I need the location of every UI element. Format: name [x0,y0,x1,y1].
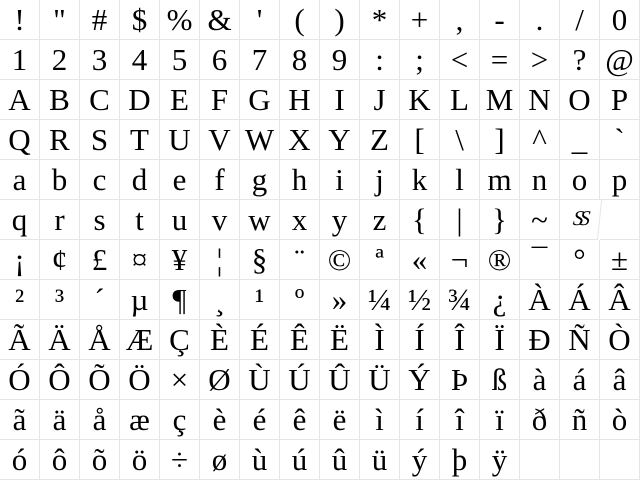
empty-glyph-cell [520,440,560,480]
glyph-cell[interactable]: ¿ [480,280,520,320]
glyph-cell[interactable]: p [600,160,640,200]
glyph-cell[interactable]: 6 [200,40,240,80]
glyph-cell[interactable]: ¯ [520,240,560,280]
glyph-cell[interactable]: ` [600,120,640,160]
empty-glyph-cell [600,440,640,480]
glyph-cell[interactable]: s [80,200,120,240]
glyph-cell[interactable]: SS [558,200,602,240]
glyph-cell[interactable]: # [80,0,120,40]
glyph-cell[interactable]: ï [480,400,520,440]
glyph-cell[interactable]: : [360,40,400,80]
glyph-cell[interactable]: Ö [120,360,160,400]
glyph-cell[interactable]: ? [560,40,600,80]
glyph-cell[interactable]: ¬ [440,240,480,280]
glyph-cell[interactable]: ð [520,400,560,440]
glyph-cell[interactable]: 2 [40,40,80,80]
glyph-cell[interactable]: L [440,80,480,120]
glyph-cell[interactable]: ² [0,280,40,320]
glyph-cell[interactable]: µ [120,280,160,320]
glyph-cell[interactable]: % [160,0,200,40]
glyph-cell[interactable]: Þ [440,360,480,400]
glyph-cell[interactable]: Ü [360,360,400,400]
glyph-cell[interactable]: ¤ [120,240,160,280]
glyph-cell[interactable]: _ [560,120,600,160]
glyph-cell[interactable]: ö [120,440,160,480]
glyph-cell[interactable]: Í [400,320,440,360]
glyph-cell[interactable]: â [600,360,640,400]
glyph-cell[interactable]: J [360,80,400,120]
glyph-cell[interactable]: N [520,80,560,120]
glyph-cell[interactable]: ä [40,400,80,440]
glyph-cell[interactable]: H [280,80,320,120]
glyph-cell[interactable]: - [480,0,520,40]
glyph-cell[interactable]: Ã [0,320,40,360]
glyph-cell[interactable]: Æ [120,320,160,360]
glyph-cell[interactable]: ç [160,400,200,440]
glyph-cell[interactable]: ¾ [440,280,480,320]
glyph-cell[interactable]: ± [600,240,640,280]
empty-glyph-cell [560,440,600,480]
glyph-cell[interactable]: a [0,160,40,200]
glyph-cell[interactable]: ³ [40,280,80,320]
glyph-cell[interactable]: Á [560,280,600,320]
glyph-cell[interactable]: ¨ [280,240,320,280]
glyph-cell[interactable]: E [160,80,200,120]
glyph-cell[interactable]: § [240,240,280,280]
glyph-cell[interactable]: I [320,80,360,120]
glyph-cell[interactable]: t [120,200,160,240]
glyph-cell[interactable]: C [80,80,120,120]
glyph-cell[interactable]: 4 [120,40,160,80]
glyph-cell[interactable]: , [440,0,480,40]
glyph-cell[interactable]: A [0,80,40,120]
glyph-cell[interactable]: W [240,120,280,160]
glyph-cell[interactable]: É [240,320,280,360]
glyph-cell[interactable]: $ [120,0,160,40]
glyph-cell[interactable]: ë [320,400,360,440]
glyph-cell[interactable]: / [560,0,600,40]
glyph-cell[interactable]: h [280,160,320,200]
glyph-cell[interactable]: ¡ [0,240,40,280]
glyph-cell[interactable]: D [120,80,160,120]
glyph-cell[interactable]: ø [200,440,240,480]
glyph-cell[interactable]: v [200,200,240,240]
glyph-cell[interactable]: l [440,160,480,200]
glyph-cell[interactable]: é [240,400,280,440]
glyph-cell[interactable]: F [200,80,240,120]
glyph-cell[interactable]: u [160,200,200,240]
glyph-cell[interactable]: 0 [600,0,640,40]
glyph-cell[interactable]: í [400,400,440,440]
glyph-cell[interactable]: 9 [320,40,360,80]
glyph-cell[interactable]: 1 [0,40,40,80]
glyph-cell[interactable]: ò [600,400,640,440]
glyph-cell[interactable]: ô [40,440,80,480]
glyph-cell[interactable]: À [520,280,560,320]
glyph-cell[interactable]: M [480,80,520,120]
glyph-cell[interactable]: < [440,40,480,80]
glyph-cell[interactable]: Ï [480,320,520,360]
glyph-cell[interactable]: Ä [40,320,80,360]
glyph-cell[interactable]: T [120,120,160,160]
glyph-cell[interactable]: Ñ [560,320,600,360]
glyph-cell[interactable]: G [240,80,280,120]
glyph-cell[interactable]: Ø [200,360,240,400]
glyph-cell[interactable]: 5 [160,40,200,80]
glyph-cell[interactable]: © [320,240,360,280]
glyph-cell[interactable]: ; [400,40,440,80]
glyph-cell[interactable]: ´ [80,280,120,320]
glyph-cell[interactable]: } [480,200,520,240]
glyph-cell[interactable]: Q [0,120,40,160]
glyph-cell[interactable]: ° [560,240,600,280]
glyph-cell[interactable]: y [320,200,360,240]
glyph-cell[interactable]: ! [0,0,40,40]
glyph-cell[interactable]: à [520,360,560,400]
glyph-cell[interactable]: e [160,160,200,200]
glyph-cell[interactable]: º [280,280,320,320]
glyph-cell[interactable]: Z [360,120,400,160]
glyph-cell[interactable]: i [320,160,360,200]
glyph-cell[interactable]: { [400,200,440,240]
glyph-cell[interactable]: ¥ [160,240,200,280]
glyph-cell[interactable]: Ì [360,320,400,360]
glyph-cell[interactable]: Õ [80,360,120,400]
glyph-cell[interactable]: þ [440,440,480,480]
glyph-cell[interactable]: ü [360,440,400,480]
glyph-cell[interactable]: ' [240,0,280,40]
glyph-cell[interactable]: ] [480,120,520,160]
glyph-cell[interactable]: * [360,0,400,40]
glyph-cell[interactable]: Ç [160,320,200,360]
glyph-cell[interactable]: ( [280,0,320,40]
glyph-cell[interactable]: ú [280,440,320,480]
glyph-cell[interactable]: z [360,200,400,240]
glyph-cell[interactable]: ß [480,360,520,400]
glyph-cell[interactable]: q [0,200,40,240]
glyph-cell[interactable]: ½ [400,280,440,320]
glyph-cell[interactable]: x [280,200,320,240]
glyph-cell[interactable]: ¼ [360,280,400,320]
glyph-cell[interactable]: ù [240,440,280,480]
glyph-cell[interactable]: ¶ [160,280,200,320]
glyph-cell[interactable]: Ú [280,360,320,400]
glyph-cell[interactable]: m [480,160,520,200]
glyph-cell[interactable]: \ [440,120,480,160]
glyph-cell[interactable]: ^ [520,120,560,160]
glyph-cell[interactable]: ¸ [200,280,240,320]
glyph-cell[interactable]: 3 [80,40,120,80]
glyph-cell[interactable]: K [400,80,440,120]
glyph-cell[interactable]: ì [360,400,400,440]
glyph-cell[interactable]: È [200,320,240,360]
glyph-cell[interactable]: 7 [240,40,280,80]
glyph-cell[interactable]: Å [80,320,120,360]
glyph-cell[interactable]: S [80,120,120,160]
glyph-cell[interactable]: P [600,80,640,120]
glyph-cell[interactable]: = [480,40,520,80]
glyph-cell[interactable]: U [160,120,200,160]
glyph-cell[interactable]: ê [280,400,320,440]
glyph-cell[interactable]: B [40,80,80,120]
glyph-cell[interactable]: Â [600,280,640,320]
glyph-cell[interactable]: æ [120,400,160,440]
glyph-cell[interactable]: ¢ [40,240,80,280]
glyph-cell[interactable]: d [120,160,160,200]
glyph-cell[interactable]: « [400,240,440,280]
glyph-cell[interactable]: X [280,120,320,160]
glyph-cell[interactable]: g [240,160,280,200]
glyph-cell[interactable]: ® [480,240,520,280]
glyph-cell[interactable]: . [520,0,560,40]
glyph-cell[interactable]: Û [320,360,360,400]
glyph-cell[interactable]: j [360,160,400,200]
glyph-cell[interactable]: f [200,160,240,200]
glyph-cell[interactable]: × [160,360,200,400]
glyph-cell[interactable]: ý [400,440,440,480]
glyph-cell[interactable]: n [520,160,560,200]
glyph-cell[interactable]: 8 [280,40,320,80]
glyph-cell[interactable]: + [400,0,440,40]
glyph-cell[interactable]: @ [600,40,640,80]
glyph-cell[interactable]: Ô [40,360,80,400]
glyph-cell[interactable]: R [40,120,80,160]
glyph-cell[interactable]: Ó [0,360,40,400]
glyph-cell[interactable]: O [560,80,600,120]
glyph-cell[interactable]: ) [320,0,360,40]
glyph-cell[interactable]: û [320,440,360,480]
glyph-cell[interactable]: | [440,200,480,240]
glyph-cell[interactable]: Ý [400,360,440,400]
empty-glyph-cell [600,200,640,240]
glyph-cell[interactable]: V [200,120,240,160]
glyph-cell[interactable]: Ë [320,320,360,360]
glyph-cell[interactable]: õ [80,440,120,480]
glyph-cell[interactable]: & [200,0,240,40]
glyph-cell[interactable]: c [80,160,120,200]
glyph-cell[interactable]: Î [440,320,480,360]
glyph-cell[interactable]: ÷ [160,440,200,480]
glyph-cell[interactable]: b [40,160,80,200]
glyph-cell[interactable]: ª [360,240,400,280]
glyph-cell[interactable]: Ð [520,320,560,360]
glyph-cell[interactable]: Ê [280,320,320,360]
glyph-cell[interactable]: á [560,360,600,400]
glyph-cell[interactable]: è [200,400,240,440]
glyph-cell[interactable]: > [520,40,560,80]
glyph-cell[interactable]: Ò [600,320,640,360]
glyph-cell[interactable]: å [80,400,120,440]
glyph-cell[interactable]: ã [0,400,40,440]
glyph-cell[interactable]: ¹ [240,280,280,320]
glyph-cell[interactable]: " [40,0,80,40]
glyph-cell[interactable]: ó [0,440,40,480]
glyph-cell[interactable]: [ [400,120,440,160]
glyph-cell[interactable]: ¦ [200,240,240,280]
glyph-cell[interactable]: î [440,400,480,440]
glyph-cell[interactable]: w [240,200,280,240]
glyph-cell[interactable]: k [400,160,440,200]
glyph-cell[interactable]: Ù [240,360,280,400]
glyph-cell[interactable]: ÿ [480,440,520,480]
glyph-cell[interactable]: ~ [520,200,560,240]
glyph-cell[interactable]: » [320,280,360,320]
glyph-cell[interactable]: o [560,160,600,200]
glyph-cell[interactable]: ñ [560,400,600,440]
glyph-cell[interactable]: £ [80,240,120,280]
glyph-cell[interactable]: r [40,200,80,240]
glyph-cell[interactable]: Y [320,120,360,160]
